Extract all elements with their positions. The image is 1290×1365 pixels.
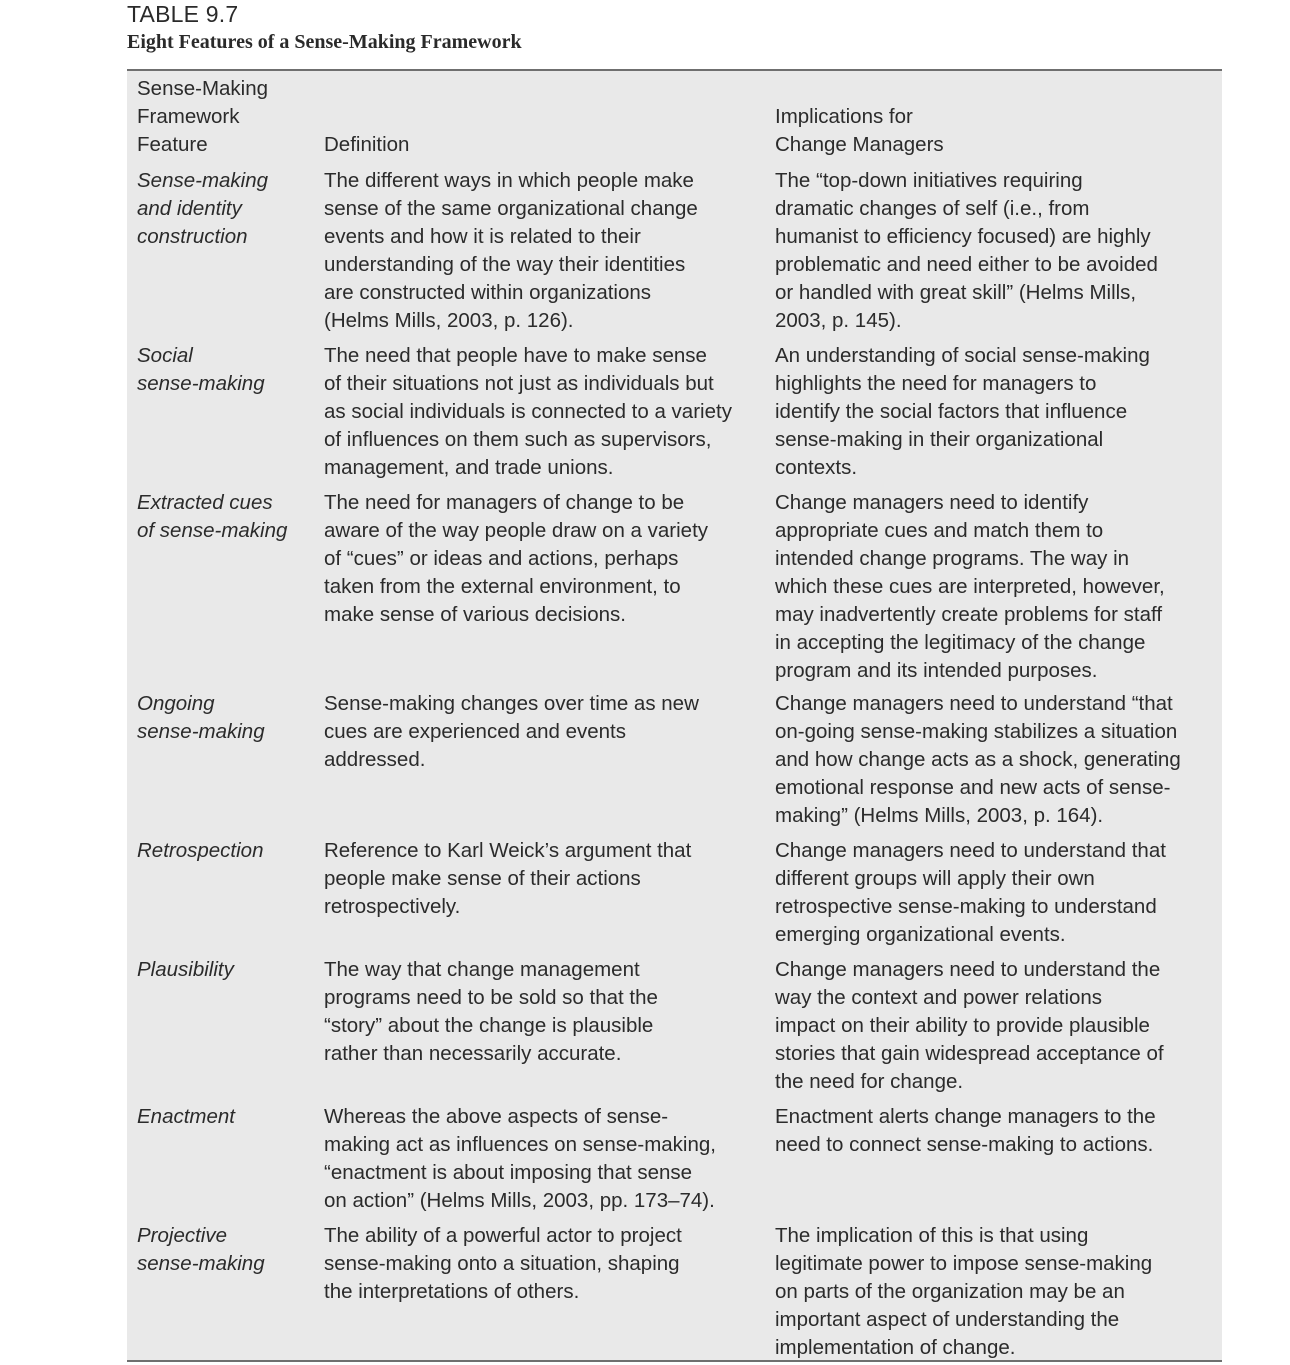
- row-feature: Plausibility: [137, 958, 234, 981]
- row-implications: The implication of this is that using legitimate power to impose sense-making on parts of the organization may be an important aspect of understanding the implementation of change.: [775, 1224, 1153, 1359]
- row-implications: Change managers need to understand that different groups will apply their own retrospective sense-making to understand emerging organizational events.: [775, 839, 1166, 946]
- row-definition: The ability of a powerful actor to project sense-making onto a situation, shaping the interpretations of others.: [324, 1224, 682, 1303]
- header-definition: Definition: [324, 133, 410, 156]
- row-feature: Retrospection: [137, 839, 264, 862]
- row-implications: Change managers need to understand “that on-going sense-making stabilizes a situation and how change acts as a shock, generating emotional response and new acts of sense- making” (Helms Mills, 2003, p. 164).: [775, 692, 1181, 827]
- row-implications: Change managers need to identify appropriate cues and match them to intended change programs. The way in which these cues are interpreted, however, may inadvertently create problems for staff in accepting the legitimacy of the change program and its intended purposes.: [775, 491, 1165, 682]
- row-implications: An understanding of social sense-making highlights the need for managers to identify the social factors that influence sense-making in their organizational contexts.: [775, 344, 1150, 479]
- sense-making-table: [127, 69, 1222, 1362]
- row-implications: Enactment alerts change managers to the need to connect sense-making to actions.: [775, 1105, 1156, 1156]
- row-feature: Extracted cues of sense-making: [137, 491, 288, 542]
- header-feature: Sense-Making Framework Feature: [137, 77, 269, 156]
- row-implications: The “top-down initiatives requiring dramatic changes of self (i.e., from humanist to efficiency focused) are highly problematic and need either to be avoided or handled with great skill” (Helms Mills, 2003, p. 145).: [775, 169, 1158, 332]
- row-definition: The need for managers of change to be aware of the way people draw on a variety of “cues” or ideas and actions, perhaps taken from the external environment, to make sense of various decisions.: [324, 491, 709, 626]
- row-definition: The need that people have to make sense of their situations not just as individuals but as social individuals is connected to a variety of influences on them such as supervisors, management, and trade unions.: [324, 344, 732, 479]
- table-caption: Eight Features of a Sense-Making Framework: [127, 31, 522, 53]
- table-label: TABLE 9.7: [127, 1, 239, 27]
- row-feature: Projective sense-making: [137, 1224, 265, 1275]
- row-feature: Enactment: [137, 1105, 235, 1128]
- row-feature: Sense-making and identity construction: [137, 169, 269, 248]
- row-feature: Ongoing sense-making: [137, 692, 265, 743]
- row-definition: Whereas the above aspects of sense- making act as influences on sense-making, “enactment is about imposing that sense on action” (Helms Mills, 2003, pp. 173–74).: [324, 1105, 716, 1212]
- row-feature: Social sense-making: [137, 344, 265, 395]
- header-implications: Implications for Change Managers: [775, 105, 944, 156]
- row-definition: The different ways in which people make sense of the same organizational change events and how it is related to their understanding of the way their identities are constructed within organizations (Helms Mills, 2003, p. 126).: [324, 169, 698, 332]
- row-implications: Change managers need to understand the way the context and power relations impact on their ability to provide plausible stories that gain widespread acceptance of the need for change.: [775, 958, 1164, 1093]
- row-definition: The way that change management programs need to be sold so that the “story” about the change is plausible rather than necessarily accurate.: [324, 958, 658, 1065]
- row-definition: Reference to Karl Weick’s argument that people make sense of their actions retrospectively.: [324, 839, 692, 918]
- row-definition: Sense-making changes over time as new cues are experienced and events addressed.: [324, 692, 699, 771]
